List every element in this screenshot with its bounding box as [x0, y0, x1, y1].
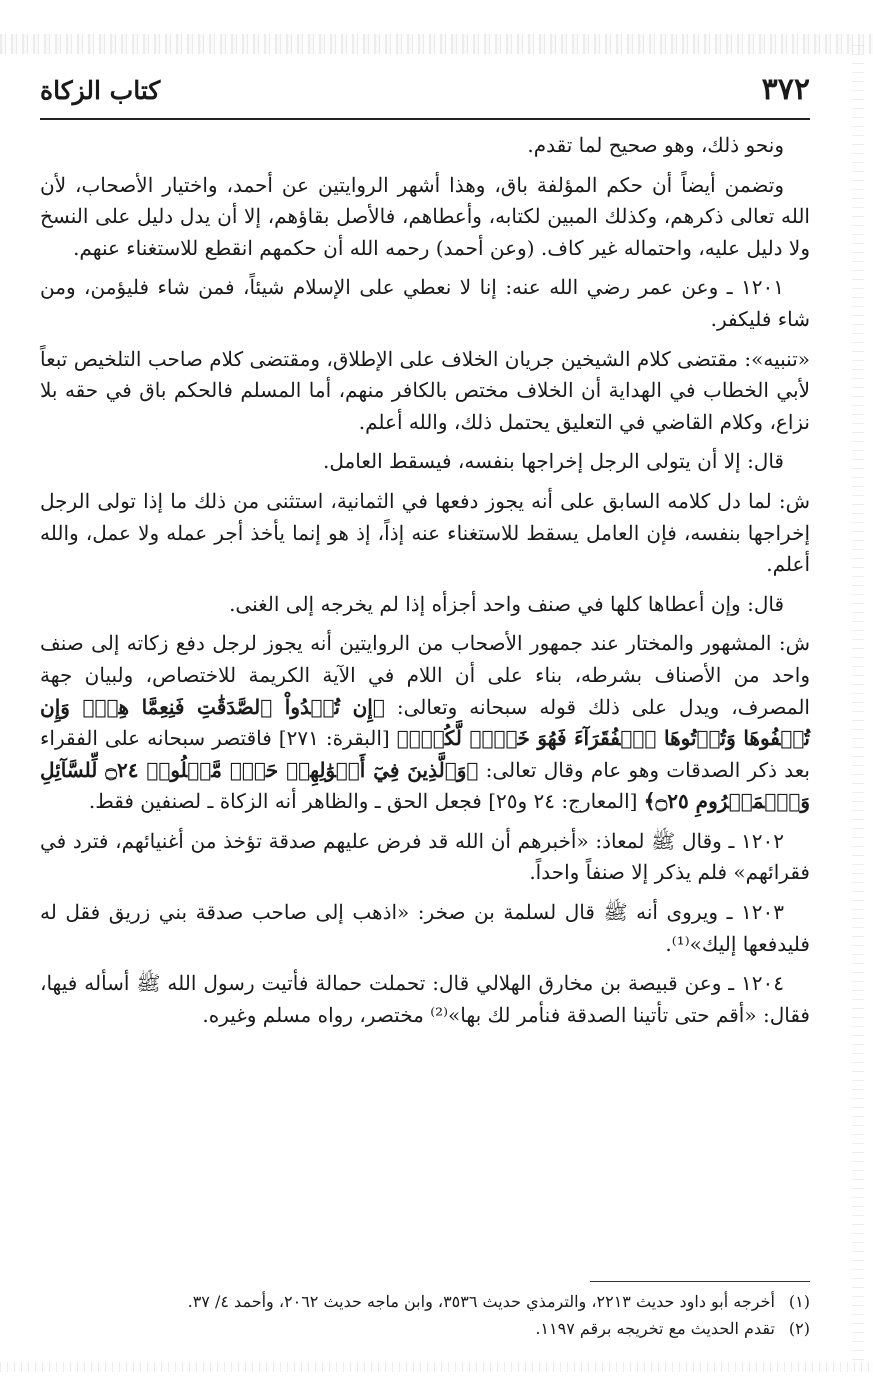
- hadith-paragraph: ١٢٠٣ ـ ويروى أنه ﷺ قال لسلمة بن صخر: «اذهب إلى صاحب صدقة بني زريق فقل له فليدفعها إليك»⁽¹⁾.: [40, 900, 810, 956]
- header-rule: [40, 118, 810, 120]
- sharh-paragraph: ش: لما دل كلامه السابق على أنه يجوز دفعها في الثمانية، استثنى من ذلك ما إذا تولى الرجل إخراجها بنفسه، فإن العامل يسقط للاستغناء عنه إذاً، إذ هو إنما يأخذ أجر عمله ولا عمل، والله أعلم.: [40, 488, 810, 577]
- footnote: [40, 1288, 810, 1315]
- matn-paragraph: قال: إلا أن يتولى الرجل إخراجها بنفسه، فيسقط العامل.: [323, 449, 784, 474]
- scan-noise-top: [0, 34, 873, 54]
- footnote-marker: (١): [788, 1292, 810, 1311]
- hadith-paragraph: ١٢٠٤ ـ وعن قبيصة بن مخارق الهلالي قال: تحملت حمالة فأتيت رسول الله ﷺ أسأله فيها، فقال: «أقم حتى تأتينا الصدقة فنأمر لك بها»⁽²⁾ مختصر، رواه مسلم وغيره.: [40, 971, 810, 1027]
- hadith-paragraph: ١٢٠١ ـ وعن عمر رضي الله عنه: إنا لا نعطي على الإسلام شيئاً، فمن شاء فليؤمن، ومن شاء فليكفر.: [40, 275, 810, 331]
- paragraph: وتضمن أيضاً أن حكم المؤلفة باق، وهذا أشهر الروايتين عن أحمد، واختيار الأصحاب، لأن الله تعالى ذكرهم، وكذلك المبين لكتابه، وأعطاهم، فالأصل بقاؤهم، إلا أن يدل دليل على النسخ ولا دليل عليه، واحتماله غير كاف. (وعن أحمد) رحمه الله أن حكمهم انقطع للاستغناء عنهم.: [40, 172, 810, 260]
- footnote-text: تقدم الحديث مع تخريجه برقم ١١٩٧.: [535, 1319, 775, 1338]
- footnote: [40, 1315, 810, 1342]
- main-text: [40, 130, 810, 1039]
- page-header: [40, 64, 810, 114]
- footnote-rule: [590, 1281, 810, 1282]
- footnotes: [40, 1288, 810, 1342]
- sharh-text: ش: المشهور والمختار عند جمهور الأصحاب من الروايتين أنه يجوز لرجل دفع زكاته إلى صنف واحد من الأصناف بشرطه، بناء على أن اللام في الآية الكريمة للاختصاص، ولبيان جهة المصرف، ويدل على ذلك قوله سبحانه وتعالى:: [40, 631, 810, 719]
- footnote-text: أخرجه أبو داود حديث ٢٢١٣، والترمذي حديث ٣٥٣٦، وابن ماجه حديث ٢٠٦٢، وأحمد ٤/ ٣٧.: [187, 1292, 775, 1311]
- note-paragraph: «تنبيه»: مقتضى كلام الشيخين جريان الخلاف على الإطلاق، ومقتضى كلام صاحب التلخيص تبعاً لأبي الخطاب في الهداية أن الخلاف مختص بالكافر منهم، أما المسلم فالحكم باق في حقه بلا نزاع، وكلام القاضي في التعليق يحتمل ذلك، والله أعلم.: [40, 346, 810, 434]
- hadith-paragraph: ١٢٠٢ ـ وقال ﷺ لمعاذ: «أخبرهم أن الله قد فرض عليهم صدقة تؤخذ من أغنيائهم، فترد في فقرائهم» فلم يذكر إلا صنفاً واحداً.: [40, 828, 810, 885]
- sharh-text: [المعارج: ٢٤ و٢٥] فجعل الحق ـ والظاهر أنه الزكاة ـ لصنفين فقط.: [88, 789, 644, 814]
- quran-verse: ﴿وَٱلَّذِينَ فِيٓ أَمۡوَٰلِهِمۡ حَقّٞ مَّعۡلُومٞ ۝٢٤ لِّلسَّآئِلِ وَٱلۡمَحۡرُومِ ۝٢٥﴾: [40, 757, 810, 814]
- matn-paragraph: قال: وإن أعطاها كلها في صنف واحد أجزأه إذا لم يخرجه إلى الغنى.: [229, 591, 784, 616]
- running-title: كتاب الزكاة: [40, 76, 161, 105]
- quran-verse: ﴿إِن تُبۡدُواْ ٱلصَّدَقَٰتِ فَنِعِمَّا هِيَۖ وَإِن تُخۡفُوهَا وَتُؤۡتُوهَا ٱلۡفُقَرَآءَ فَهُوَ خَيۡرٞ لَّكُمۡۚ﴾: [40, 694, 810, 751]
- footnote-marker: (٢): [788, 1319, 810, 1338]
- page-number: ٣٧٢: [761, 72, 810, 107]
- sharh-paragraph-with-verses: [40, 628, 810, 818]
- scan-noise-right: [852, 40, 864, 1360]
- scan-noise-bottom: [0, 1362, 873, 1372]
- sharh-text: [البقرة: ٢٧١] فاقتصر سبحانه على الفقراء بعد ذكر الصدقات وهو عام وقال تعالى:: [40, 726, 810, 782]
- paragraph: ونحو ذلك، وهو صحيح لما تقدم.: [527, 133, 784, 157]
